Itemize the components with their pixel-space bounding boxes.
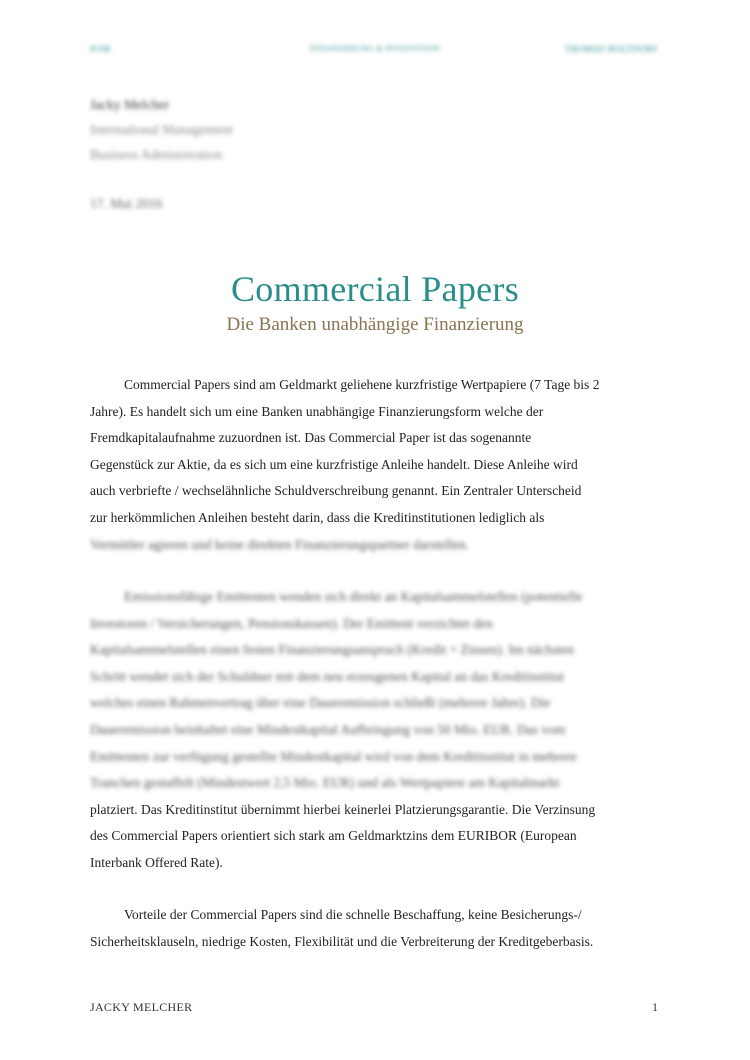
paragraph-line: Gegenstück zur Aktie, da es sich um eine kurzfristige Anleihe handelt. Diese Anleihe wird <box>90 456 578 472</box>
paragraph-line: platziert. Das Kreditinstitut übernimmt hierbei keinerlei Platzierungsgarantie. Die Verzinsung <box>90 801 596 817</box>
document-date: 17. Mai 2016 <box>90 196 163 211</box>
header-left: FOM <box>90 44 111 54</box>
document-title: Commercial Papers <box>230 269 520 309</box>
author-block <box>90 92 233 167</box>
paragraph-line: Daueremission beinhaltet eine Mindestkapital Aufbringung von 50 Mio. EUR. Das vom <box>90 721 566 737</box>
author-name: Jacky Melcher <box>90 97 170 112</box>
author-degree: Business Administration <box>90 147 223 162</box>
paragraph-line: auch verbriefte / wechselähnliche Schuldverschreibung genannt. Ein Zentraler Unterscheid <box>90 483 582 499</box>
paragraph-line: Investoren / Versicherungen, Pensionskassen). Der Emittent verzichtet den <box>90 615 493 631</box>
paragraph-line: Fremdkapitalaufnahme zuzuordnen ist. Das Commercial Paper ist das sogenannte <box>90 430 532 446</box>
paragraph-line: Emissionsfähige Emittenten wenden sich direkt an Kapitalsammelstellen (potentielle <box>124 589 583 604</box>
header-center: FINANZIERUNG & INVESTITION <box>309 44 441 53</box>
paragraph-2 <box>90 584 665 877</box>
paragraph-line: welches einen Rahmenvertrag über eine Daueremission schließt (mehrere Jahre). Die <box>90 695 551 711</box>
paragraph-line: des Commercial Papers orientiert sich stark am Geldmarktzins dem EURIBOR (European <box>90 828 577 844</box>
paragraph-1 <box>90 372 665 558</box>
paragraph-line: zur herkömmlichen Anleihen besteht darin, dass die Kreditinstitutionen lediglich als <box>90 509 545 525</box>
paragraph-line: Kapitalsammelstellen einen festen Finanzierungsanspruch (Kredit + Zinsen). Im nächsten <box>90 642 575 658</box>
paragraph-3 <box>90 902 665 955</box>
page-number: 1 <box>652 1000 658 1014</box>
paragraph-line: Tranchen gestaffelt (Mindestwert 2,5 Mio. EUR) und als Wertpapiere am Kapitalmarkt <box>90 775 560 791</box>
paragraph-line: Schritt wendet sich der Schuldner mit dem neu erzeugenen Kapital an das Kreditinstitut <box>90 668 564 684</box>
paragraph-line: Interbank Offered Rate). <box>90 854 223 870</box>
paragraph-line: Emittenten zur verfügung gestellte Mindestkapital wird von dem Kreditinstitut in mehrere <box>90 748 577 764</box>
author-program: International Management <box>90 122 233 137</box>
paragraph-line: Vorteile der Commercial Papers sind die schnelle Beschaffung, keine Besicherungs-/ <box>124 907 582 922</box>
paragraph-line: Vermittler agieren und keine direkten Finanzierungspartner darstellen. <box>90 536 469 552</box>
document-subtitle: Die Banken unabhängige Finanzierung <box>226 314 524 335</box>
paragraph-line: Commercial Papers sind am Geldmarkt geliehene kurzfristige Wertpapiere (7 Tage bis 2 <box>124 377 600 392</box>
paragraph-line: Sicherheitsklauseln, niedrige Kosten, Flexibilität und die Verbreiterung der Kreditgeberbasis. <box>90 933 594 949</box>
header-right: THOMAS HOLTDORF <box>564 44 658 54</box>
footer-author: JACKY MELCHER <box>90 1000 193 1014</box>
paragraph-line: Jahre). Es handelt sich um eine Banken unabhängige Finanzierungsform welche der <box>90 403 544 419</box>
